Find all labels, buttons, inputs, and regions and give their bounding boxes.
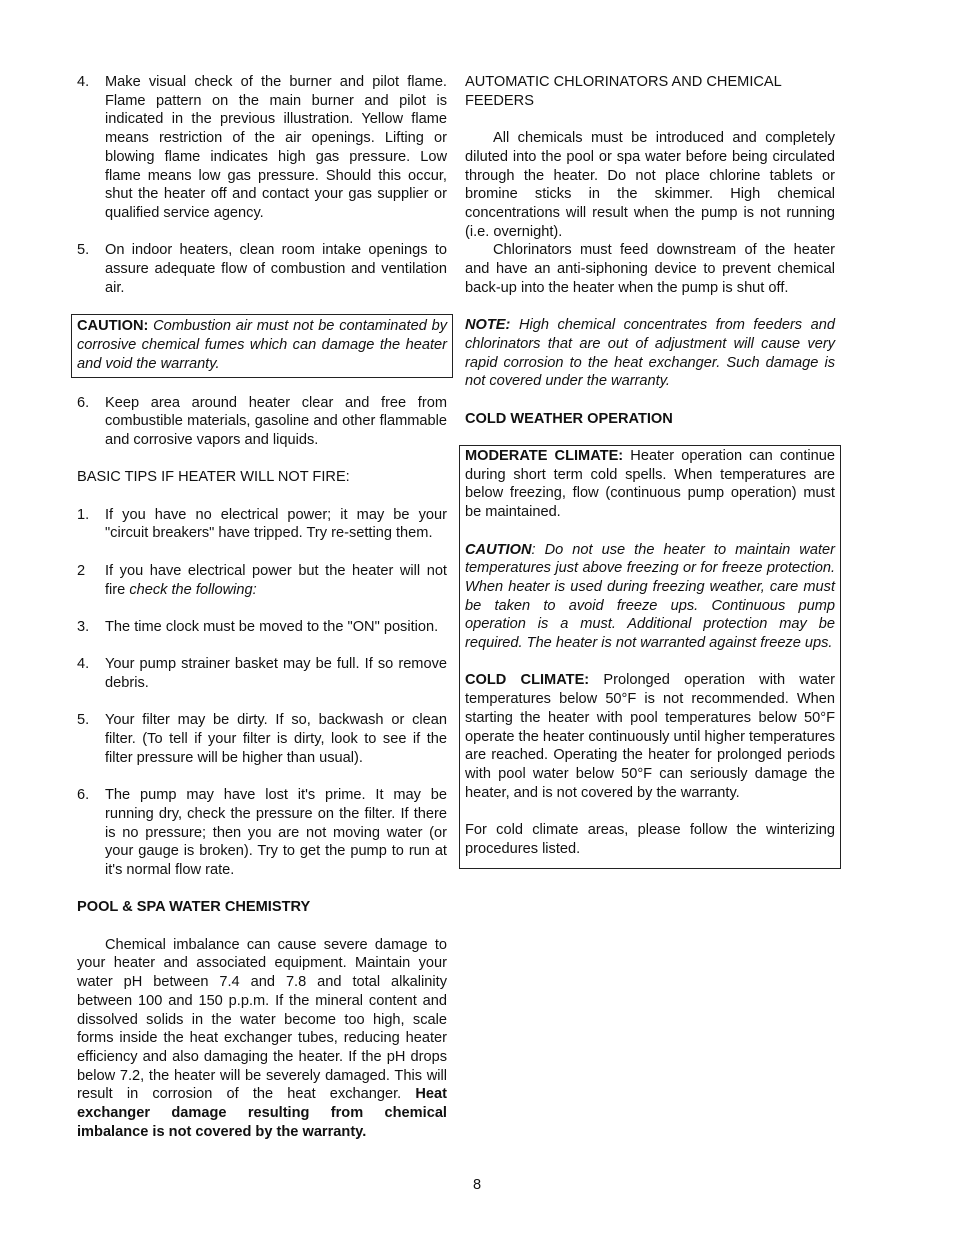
list-item-keep-clear [77, 394, 447, 450]
chemistry-paragraph: Chemical imbalance can cause severe damage to your heater and associated equipment. Maintain your water pH between 7.4 and 7.8 and total alkalinity between 100 and 150 p.p.m. If the mineral content and dissolved solids in the water become too high, scale forms inside the heat exchanger tubes, reducing heater efficiency and also damaging the heater. If the pH drops below 7.2, the heater will be severely damaged. This will result in corrosion of the heat exchanger. Heat exchanger damage resulting from chemical imbalance is not covered by the warranty. [77, 936, 447, 1140]
tip-item: 3. The time clock must be moved to the "ON" position. [77, 618, 439, 635]
moderate-climate-label: MODERATE CLIMATE: [465, 448, 624, 464]
cold-climate-label: COLD CLIMATE: [465, 672, 590, 689]
tip-item: 4. Your pump strainer basket may be full. If so remove debris. [77, 656, 447, 691]
list-text: Keep area around heater clear and free from combustible materials, gasoline and other flammable and corrosive vapors and liquids. [105, 394, 447, 448]
tip-item: 1. If you have no electrical power; it may be your "circuit breakers" have tripped. Try re-setting them. [77, 506, 447, 542]
page-number: 8 [472, 1177, 482, 1193]
caution-label: CAUTION [465, 541, 532, 558]
list-text: On indoor heaters, clean room intake openings to assure adequate flow of combustion and ventilation air. [105, 242, 447, 296]
chlorinators-heading: AUTOMATIC CHLORINATORS AND CHEMICAL FEEDERS [465, 74, 782, 109]
tip-item: 2 If you have electrical power but the heater will not fire check the following: [77, 562, 447, 598]
chemicals-paragraph: All chemicals must be introduced and completely diluted into the pool or spa water before being circulated through the heater. Do not place chlorine tablets or bromine sticks in the skimmer. High chemical concentrations will result when the pump is not running (i.e. overnight). [465, 130, 835, 240]
list-number: 6. [77, 394, 90, 411]
caution-box [71, 314, 453, 377]
note-paragraph: NOTE: High chemical concentrates from feeders and chlorinators that are out of adjustment will cause very rapid corrosion to the heat exchanger. Such damage is not covered under the warranty. [465, 317, 835, 390]
winterizing-paragraph: For cold climate areas, please follow the winterizing procedures listed. [465, 822, 835, 857]
chemistry-heading: POOL & SPA WATER CHEMISTRY [77, 899, 311, 916]
caution-text: CAUTION: Combustion air must not be contaminated by corrosive chemical fumes which can damage the heater and void the warranty. [77, 318, 447, 372]
cold-weather-box [459, 445, 841, 869]
list-number: 5. [77, 242, 90, 259]
cold-weather-heading: COLD WEATHER OPERATION [465, 410, 673, 427]
tips-heading: BASIC TIPS IF HEATER WILL NOT FIRE: [77, 469, 350, 486]
caution-label: CAUTION: [77, 318, 149, 335]
left-column [77, 73, 447, 1142]
tip-item: 6. The pump may have lost it's prime. It may be running dry, check the pressure on the filter. If there is no pressure; then you are not moving water (or your gauge is broken). Try to get the pump to run at it's normal flow rate. [77, 787, 447, 878]
list-text: Make visual check of the burner and pilot flame. Flame pattern on the main burner and pilot is indicated in the previous illustration. Yellow flame means restriction of the air openings. Lifting or blowing flame indicates high gas pressure. Low flame means low gas pressure. Should this occur, shut the heater off and contact your gas supplier or qualified service agency. [105, 74, 447, 221]
list-item-visual-check [77, 73, 447, 223]
moderate-climate-paragraph: MODERATE CLIMATE: Heater operation can continue during short term cold spells. When temperatures are below freezing, flow (continuous pump operation) must be maintained. [465, 448, 835, 521]
list-number: 4. [77, 74, 90, 90]
tip-item: 5. Your filter may be dirty. If so, backwash or clean filter. (To tell if your filter is dirty, look to see if the filter pressure will be higher than usual). [77, 712, 447, 766]
note-label: NOTE: [465, 317, 511, 334]
chlorinators-paragraph: Chlorinators must feed downstream of the heater and have an anti-siphoning device to prevent chemical back-up into the heater when the pump is shut off. [465, 242, 835, 296]
cold-climate-paragraph: COLD CLIMATE: Prolonged operation with water temperatures below 50°F is not recommended. When starting the heater with pool temperatures below 50°F operate the heater continuously until higher temperatures are reached. Operating the heater for prolonged periods with pool water below 50°F can seriously damage the heater, and is not covered by the warranty. [465, 672, 835, 801]
caution-freeze-paragraph: CAUTION: Do not use the heater to maintain water temperatures just above freezing or for freeze protection. When heater is used during freezing weather, care must be taken to avoid freeze ups. Continuous pump operation is a must. Additional protection may be required. The heater is not warranted against freeze ups. [465, 541, 835, 652]
warranty-warning: Heat exchanger damage resulting from chemical imbalance is not covered by the warranty. [77, 1086, 447, 1140]
list-item-intake-openings [77, 241, 447, 297]
right-column [465, 73, 835, 428]
